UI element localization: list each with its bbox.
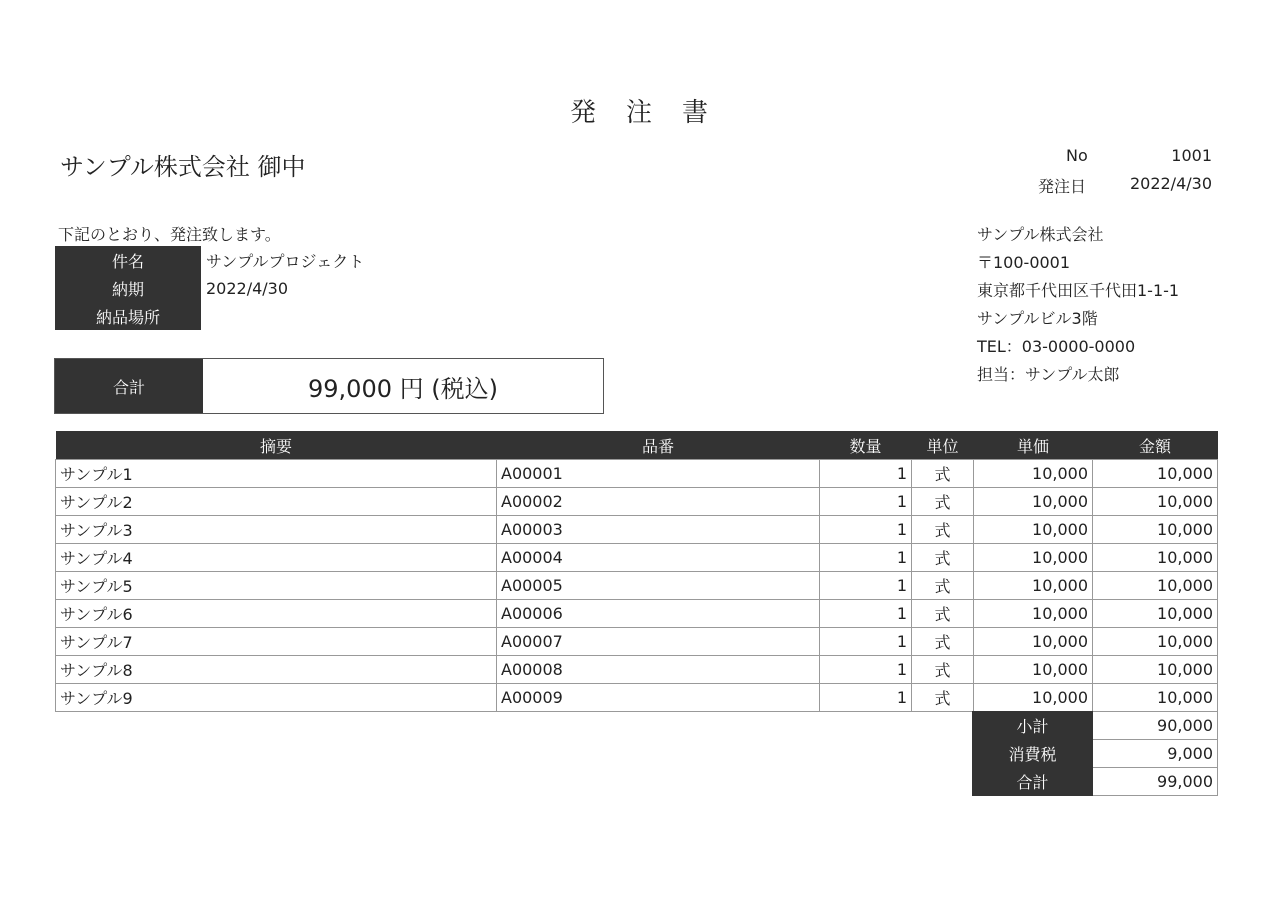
order-date-label: 発注日: [1038, 177, 1087, 196]
cell-amount: 10,000: [1093, 544, 1218, 572]
cell-description: サンプル2: [56, 488, 497, 516]
total-label: 合計: [55, 359, 203, 413]
cell-amount: 10,000: [1093, 684, 1218, 712]
supplier-phone: TEL：03-0000-0000: [977, 337, 1136, 356]
info-table: [55, 246, 364, 330]
cell-amount: 10,000: [1093, 656, 1218, 684]
table-row: [56, 488, 1218, 516]
total-box: [54, 358, 604, 414]
table-row: [56, 572, 1218, 600]
cell-unit: 式: [912, 684, 974, 712]
cell-unit-price: 10,000: [974, 544, 1093, 572]
cell-amount: 10,000: [1093, 488, 1218, 516]
supplier-postal: 〒100-0001: [977, 253, 1071, 272]
cell-description: サンプル7: [56, 628, 497, 656]
order-number-value: 1001: [1171, 146, 1212, 165]
intro-text: 下記のとおり、発注致します。: [58, 225, 281, 244]
info-row: [55, 274, 364, 302]
header-amount: 金額: [1093, 431, 1218, 460]
cell-amount: 10,000: [1093, 460, 1218, 488]
table-row: [56, 684, 1218, 712]
cell-unit: 式: [912, 460, 974, 488]
cell-unit: 式: [912, 516, 974, 544]
cell-description: サンプル9: [56, 684, 497, 712]
summary-row: [973, 768, 1218, 796]
grand-total-value: 99,000: [1093, 768, 1218, 796]
table-row: [56, 516, 1218, 544]
cell-description: サンプル1: [56, 460, 497, 488]
table-row: [56, 460, 1218, 488]
tax-value: 9,000: [1093, 740, 1218, 768]
cell-unit-price: 10,000: [974, 600, 1093, 628]
cell-unit-price: 10,000: [974, 628, 1093, 656]
cell-quantity: 1: [820, 516, 912, 544]
summary-row: [973, 740, 1218, 768]
cell-description: サンプル6: [56, 600, 497, 628]
cell-quantity: 1: [820, 488, 912, 516]
total-value: 99,000 円 (税込): [308, 374, 498, 403]
header-quantity: 数量: [820, 431, 912, 460]
summary-table: [972, 711, 1218, 796]
cell-quantity: 1: [820, 544, 912, 572]
table-row: [56, 544, 1218, 572]
supplier-company: サンプル株式会社: [977, 225, 1104, 244]
supplier-contact: 担当：サンプル太郎: [977, 365, 1120, 384]
cell-unit: 式: [912, 600, 974, 628]
cell-quantity: 1: [820, 572, 912, 600]
info-value: [201, 302, 364, 330]
info-value: サンプルプロジェクト: [206, 251, 365, 271]
cell-description: サンプル3: [56, 516, 497, 544]
info-label: 件名: [55, 246, 201, 274]
info-value: 2022/4/30: [206, 278, 289, 298]
cell-part-number: A00004: [497, 544, 820, 572]
cell-description: サンプル5: [56, 572, 497, 600]
cell-quantity: 1: [820, 460, 912, 488]
cell-part-number: A00003: [497, 516, 820, 544]
header-part-number: 品番: [497, 431, 820, 460]
table-row: [56, 628, 1218, 656]
cell-unit-price: 10,000: [974, 488, 1093, 516]
tax-label: 消費税: [973, 740, 1093, 768]
cell-description: サンプル8: [56, 656, 497, 684]
info-label: 納期: [55, 274, 201, 302]
cell-unit-price: 10,000: [974, 460, 1093, 488]
cell-unit-price: 10,000: [974, 684, 1093, 712]
recipient-name: サンプル株式会社 御中: [60, 153, 306, 181]
cell-amount: 10,000: [1093, 600, 1218, 628]
supplier-address: 東京都千代田区千代田1-1-1: [977, 281, 1180, 300]
cell-unit: 式: [912, 628, 974, 656]
header-unit-price: 単価: [974, 431, 1093, 460]
cell-unit-price: 10,000: [974, 572, 1093, 600]
cell-unit: 式: [912, 572, 974, 600]
cell-quantity: 1: [820, 656, 912, 684]
header-unit: 単位: [912, 431, 974, 460]
info-row: [55, 302, 364, 330]
cell-part-number: A00009: [497, 684, 820, 712]
subtotal-value: 90,000: [1093, 712, 1218, 740]
info-row: [55, 246, 364, 274]
header-description: 摘要: [56, 431, 497, 460]
cell-unit-price: 10,000: [974, 516, 1093, 544]
items-table: [55, 431, 1218, 712]
cell-quantity: 1: [820, 684, 912, 712]
cell-amount: 10,000: [1093, 516, 1218, 544]
cell-part-number: A00005: [497, 572, 820, 600]
cell-description: サンプル4: [56, 544, 497, 572]
info-label: 納品場所: [55, 302, 201, 330]
cell-amount: 10,000: [1093, 572, 1218, 600]
cell-unit: 式: [912, 488, 974, 516]
cell-part-number: A00001: [497, 460, 820, 488]
items-header-row: [56, 431, 1218, 460]
cell-part-number: A00002: [497, 488, 820, 516]
cell-amount: 10,000: [1093, 628, 1218, 656]
table-row: [56, 600, 1218, 628]
cell-unit-price: 10,000: [974, 656, 1093, 684]
order-number-label: No: [1066, 146, 1088, 165]
order-date-value: 2022/4/30: [1129, 174, 1212, 193]
cell-quantity: 1: [820, 628, 912, 656]
table-row: [56, 656, 1218, 684]
cell-quantity: 1: [820, 600, 912, 628]
cell-part-number: A00008: [497, 656, 820, 684]
subtotal-label: 小計: [973, 712, 1093, 740]
cell-part-number: A00007: [497, 628, 820, 656]
grand-total-label: 合計: [973, 768, 1093, 796]
cell-part-number: A00006: [497, 600, 820, 628]
cell-unit: 式: [912, 656, 974, 684]
supplier-building: サンプルビル3階: [977, 309, 1098, 328]
document-title: 発 注 書: [569, 98, 710, 128]
summary-row: [973, 712, 1218, 740]
cell-unit: 式: [912, 544, 974, 572]
